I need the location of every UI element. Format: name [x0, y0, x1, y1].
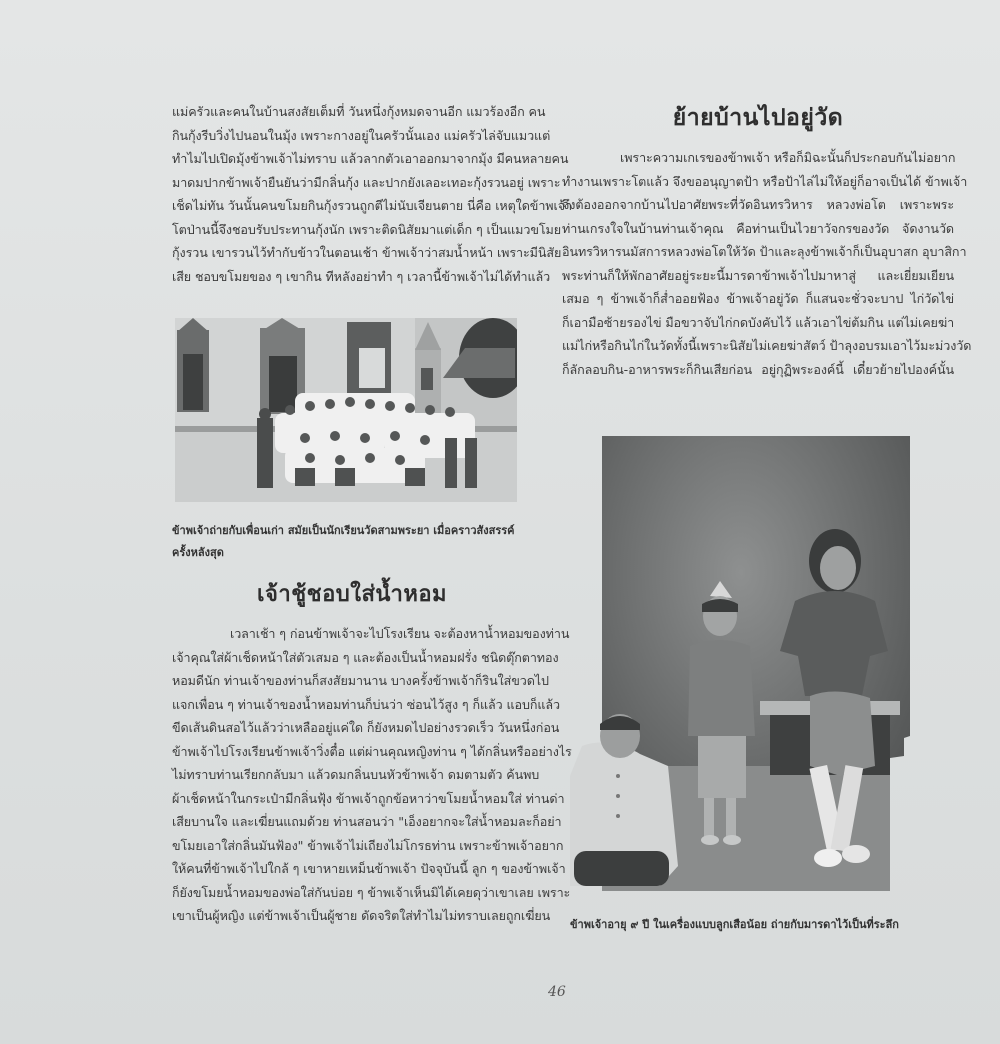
text-line: มาดมปากข้าพเจ้ายืนยันว่ามีกลิ่นกุ้ง และปากยังเลอะเทอะกุ้งรวนอยู่ เพราะ	[172, 174, 561, 190]
perfume-paragraph	[172, 622, 572, 928]
photo2-caption	[570, 914, 960, 936]
text-line: ทำงานเพราะโตแล้ว จึงขออนุญาตป้า หรือป้าไล่ไม่ให้อยู่ก็อาจเป็นได้ ข้าพเจ้า	[562, 173, 968, 189]
text-line: ท่านเกรงใจในบ้านท่านเจ้าคุณ คือท่านเป็นไวยาวัจกรของวัด จัดงานวัด	[562, 220, 954, 236]
text-line: ข้าพเจ้าไปโรงเรียนข้าพเจ้าวิ่งตื๋อ แต่ผ่านคุณหญิงท่าน ๆ ได้กลิ่นหรืออย่างไร	[172, 743, 572, 759]
text-line: หอมดีนัก ท่านเจ้าของท่านก็สงสัยมานาน บางครั้งข้าพเจ้าก็รินใส่ขวดไป	[172, 673, 549, 688]
text-line: เพราะความเกเรของข้าพเจ้า หรือก็มิฉะนั้นก็ประกอบกันไม่อยาก	[620, 150, 956, 165]
text-line: ผ้าเช็ดหน้าในกระเป๋ามีกลิ่นฟุ้ง ข้าพเจ้าถูกข้อหาว่าขโมยน้ำหอมใส่ ท่านด่า	[172, 790, 565, 806]
text-line: ขีดเส้นดินสอไว้แล้วว่าเหลืออยู่แค่ใด ก็ยังหมดไปอย่างรวดเร็ว วันหนึ่งก่อน	[172, 720, 560, 735]
page-number: 46	[548, 984, 566, 1000]
text-line: เสมอ ๆ ข้าพเจ้าก็ส่ำออยฟ้อง ข้าพเจ้าอยู่วัด ก็แสนจะชั่วจะบาป ไก่วัดไข่	[562, 291, 954, 306]
text-line: ก็ลักลอบกิน-อาหารพระก็กินเสียก่อน อยู่กุฏิพระองค์นี้ เดี๋ยวย้ายไปองค์นั้น	[562, 361, 954, 377]
portrait-photo	[570, 436, 912, 896]
text-line: เช็ดไม่ทัน วันนั้นคนขโมยกินกุ้งรวนถูกตีไม่นับเจียนตาย นี่คือ เหตุใดข้าพเจ้า	[172, 198, 572, 213]
section-heading-temple: ย้ายบ้านไปอยู่วัด	[672, 105, 844, 131]
text-line: ทำไมไปเปิดมุ้งข้าพเจ้าไม่ทราบ แล้วลากตัวเอาออกมาจากมุ้ง มีคนหลายคน	[172, 151, 569, 166]
text-line: เวลาเช้า ๆ ก่อนข้าพเจ้าจะไปโรงเรียน จะต้องหาน้ำหอมของท่าน	[230, 626, 570, 641]
text-line: ขโมยเอาใส่กลิ่นมันฟ้อง" ข้าพเจ้าไม่เถียงไม่โกรธท่าน เพราะข้าพเจ้าอยาก	[172, 837, 564, 853]
group-photo-image	[175, 318, 517, 502]
group-photo	[175, 318, 517, 502]
text-line: เสีย ชอบขโมยของ ๆ เขากิน ทีหลังอย่าทำ ๆ เวลานี้ข้าพเจ้าไม่ได้ทำแล้ว	[172, 268, 551, 284]
text-line: ไม่ทราบท่านเรียกกลับมา แล้วดมกลิ่นบนหัวข้าพเจ้า ดมตามตัว ค้นพบ	[172, 767, 540, 782]
caption-line: ครั้งหลังสุด	[172, 546, 224, 559]
text-line: ให้คนที่ข้าพเจ้าไปใกล้ ๆ เขาหายเหม็นข้าพเจ้า ปัจจุบันนี้ ลูก ๆ ของข้าพเจ้า	[172, 861, 566, 876]
text-line: ก็เอามือซ้ายรองไข่ มือขวาจับไก่กดบังคับไว้ แล้วเอาไข่ต้มกิน แต่ไม่เคยฆ่า	[562, 314, 955, 330]
left-column	[172, 100, 572, 288]
text-line: แม่ครัวและคนในบ้านสงสัยเต็มที่ วันหนึ่งกุ้งหมดจานอีก แมวร้องอีก คน	[172, 104, 546, 119]
caption-line: ข้าพเจ้าถ่ายกับเพื่อนเก่า สมัยเป็นนักเรียนวัดสามพระยา เมื่อคราวสังสรรค์	[172, 524, 515, 537]
perfume-section	[172, 622, 572, 928]
caption-line: ข้าพเจ้าอายุ ๙ ปี ในเครื่องแบบลูกเสือน้อย ถ่ายกับมารดาไว้เป็นที่ระลึก	[570, 918, 899, 931]
text-line: ก็ยังขโมยน้ำหอมของพ่อใส่กันบ่อย ๆ ข้าพเจ้าเห็นมิได้เคยดุว่าเขาเลย เพราะ	[172, 884, 571, 900]
section-heading-perfume: เจ้าชู้ชอบใส่น้ำหอม	[256, 582, 448, 607]
photo1-caption	[172, 520, 532, 564]
text-line: โตป่านนี้จึงชอบรับประทานกุ้งนัก เพราะติดนิสัยมาแต่เด็ก ๆ เป็นแมวขโมย	[172, 221, 561, 237]
text-line: แม่ไก่หรือกินไก่ในวัดทั้งนี้เพราะนิสัยไม่เคยฆ่าสัตว์ ป้าลุงอบรมเอาไว้มะม่วงวัด	[562, 338, 972, 353]
text-line: จึงต้องออกจากบ้านไปอาศัยพระที่วัดอินทรวิหาร หลวงพ่อโต เพราะพระ	[562, 197, 954, 212]
text-line: อินทรวิหารนมัสการหลวงพ่อโตให้วัด ป้าและลุงข้าพเจ้าก็เป็นอุบาสก อุบาสิกา	[562, 244, 967, 259]
text-line: แจกเพื่อน ๆ ท่านเจ้าของน้ำหอมท่านก็บ่นว่า ซ่อนไว้สูง ๆ ก็แล้ว แอบก็แล้ว	[172, 696, 561, 712]
portrait-photo-image	[570, 436, 912, 896]
intro-paragraph	[172, 100, 572, 288]
temple-paragraph	[562, 146, 972, 381]
temple-section	[562, 146, 972, 381]
text-line: กุ้งรวน เขารวนไว้ทำกับข้าวในตอนเช้า ข้าพเจ้าว่าสมน้ำหน้า เพราะมีนิสัย	[172, 245, 562, 260]
text-line: พระท่านก็ให้พักอาศัยอยู่ระยะนี้มารดาข้าพเจ้าไปมาหาสู่ และเยี่ยมเยียน	[562, 267, 954, 283]
text-line: เจ้าคุณใส่ผ้าเช็ดหน้าใส่ตัวเสมอ ๆ และต้องเป็นน้ำหอมฝรั่ง ชนิดตุ๊กตาทอง	[172, 649, 559, 665]
text-line: เสียบานใจ และเฆี่ยนแถมด้วย ท่านสอนว่า "เอ็งอยากจะใส่น้ำหอมละก็อย่า	[172, 814, 562, 829]
text-line: เขาเป็นผู้หญิง แต่ข้าพเจ้าเป็นผู้ชาย ดัดจริตใส่ทำไมไม่ทราบเลยถูกเฆี่ยน	[172, 908, 551, 923]
text-line: กินกุ้งรีบวิ่งไปนอนในมุ้ง เพราะกางอยู่ในครัวนั้นเอง แม่ครัวไล่จับแมวแต่	[172, 127, 551, 143]
